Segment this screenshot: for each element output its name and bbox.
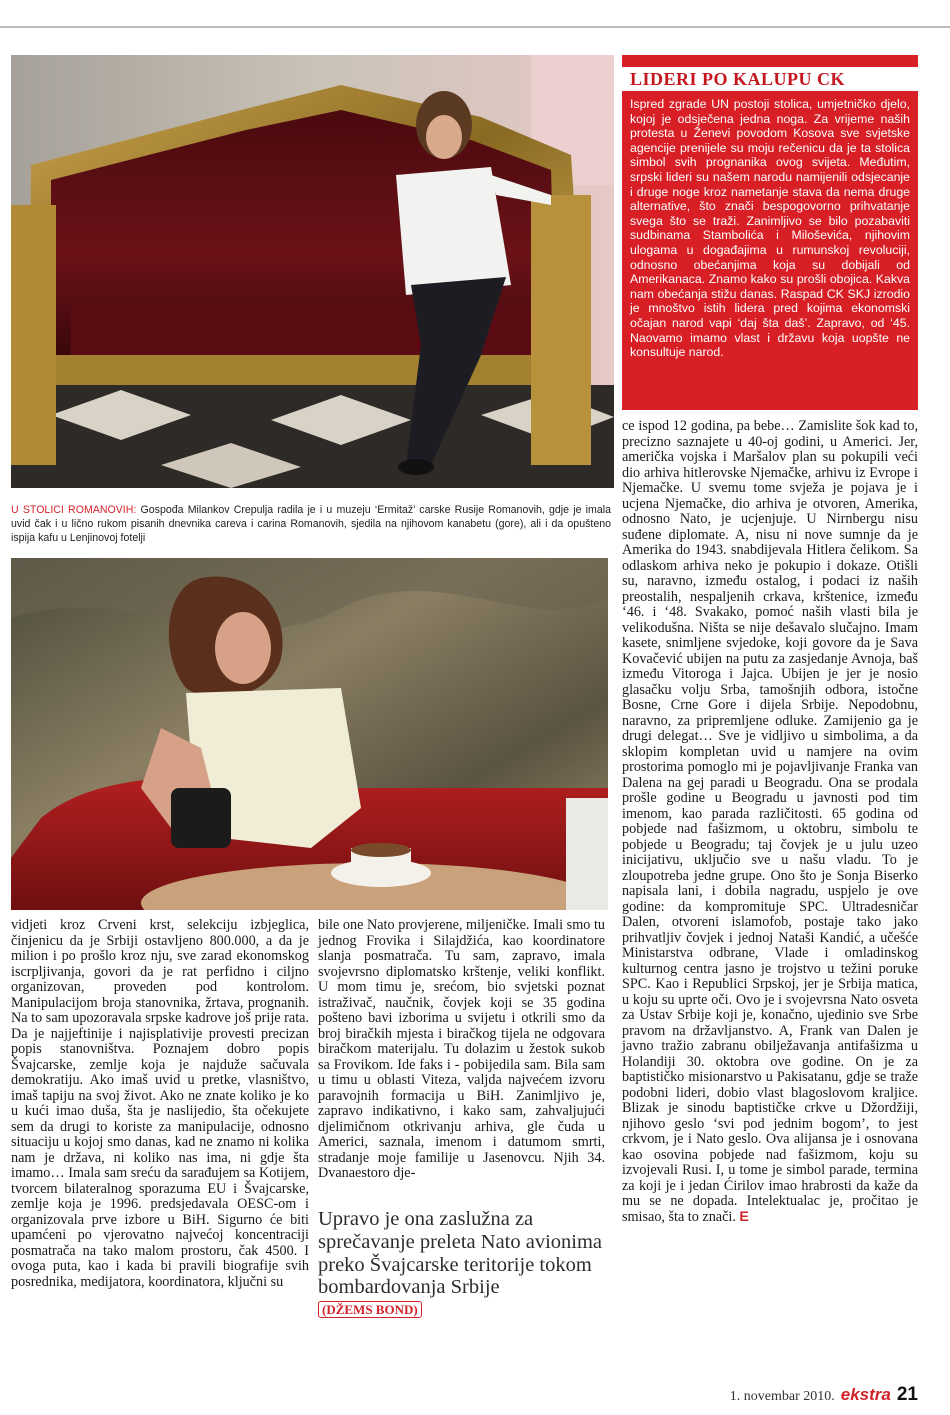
end-mark: E bbox=[739, 1208, 749, 1225]
caption-text: Gospođa Milankov Crepulja radila je i u muzeju ‘Ermitaž’ carske Rusije Romanovih, gdje je imala uvid čak i u lično rukom pisanih dnevnika careva i carina Romanovih, sjedila na njihovom kanabetu (gore), ali i da opušteno ispija kafu u Lenjinovoj fotelji bbox=[11, 504, 611, 544]
photo-caption bbox=[11, 503, 611, 545]
caption-lead: U STOLICI ROMANOVIH: bbox=[11, 504, 137, 516]
column-right-text: ce ispod 12 godina, pa bebe… Zamislite šok kad to, precizno saznajete u 40-oj godini, u Americi. Jer, američka vojska i Maršalov plan su pokupili veći dio arhiva hitlerovske Njemačke, arhivu iz Evrope i Njemačke. U svemu tome svježa je pojava je i ucjena Njemačke, dio arhiva je otvoren, Amerika, odnosno Nato, je ucjenjuje. U Nirnbergu nisu suđene diplomate. A, nisu ni nove sumnje da je Amerika do 1943. snabdijevala Hitlera čelikom. Sa odlaskom arhiva neko je pokupio i dokaze. Otišli su, naravno, između ostalog, i podaci iz naših preostalih, nespaljenih crkava, krštenice, između ‘46. i ‘48. Svakako, pomoć naših vlasti bila je velikodušna. Ništa se nije dešavalo slučajno. Imam kasete, snimljene svjedoke, koji govore da je Sava Kovačević ubijen na putu za zasjedanje Avnoja, baš između Vitoroga i Jajca. Ubijen je jer je nosio glasačku volju Srba, tamošnjih odbora, istočne Bosne, Crne Gore i dijela Srbije. Nepodobnu, naravno, za pripremljene odluke. Zamijenio ga je drugi delegat… Sve je vidljivo u simbolima, a da sklopim kompletan uvid u namjere na ovim prostorima pomoglo mi je pojavljivanje Franka van Dalena na gej paradi u Beogradu. Ona se prodala prošle godine u Beogradu u javnosti pod tim imenom, kao parada različitosti. 65 godina od pobjede nad fašizmom, u oktobru, simbolu te pobjede u Beogradu; taj čovjek je u julu uzeo inicijativu, uključio sve u našu vladu. To je zloupotreba jedne grupe. Ono što je Sonja Biserko napisala lani, i dobila nagradu, uspjelo je ove godine: da kompromituje SPC. Ultradesničar Dalen, otvoreni islamofob, postaje tako jako prihvatljiv čovjek i jednoj Nataši Kandić, a učešće Ministarstva odbrane, Vlade i omladinskog kulturnog centra jasno je trojstvo u težini poruke SPC. Kao i Republici Srpskoj, jer je Srbija matica, u koju su uprte oči. Ovo je i svojevrsna Nato osveta za Ustav Srbije koji je, konačno, ujedinio sve Srbe pravom na državljanstvo. A, Frank van Dalen je javno tražio zabranu obilježavanja antifašizma u Holandiji 30. oktobra ove godine. On je za baptističko misionarstvo u Pakisatanu, gdje se traže podobni lideri, dobio vlast blagoslovom kraljice. Blizak je sinodu baptističke crkve u Džordžiji, njihovo geslo ‘svi pod jednim bogom’, to jest crkvom, je i Nato geslo. Ova alijansa je i osnovana kao osovina pobjede nad fašizmom, koju su izvojevali Rusi. I, u tome je simbol parade, termina za koji je i jedan Ćirilov imao hrabrosti da kaže da mu se ne dopada. Intelektualac je, pročitao je smisao, šta to znači. bbox=[622, 418, 918, 1225]
article-column-middle bbox=[318, 918, 605, 1182]
column-left-text: vidjeti kroz Crveni krst, selekciju izbjeglica, činjenicu da je Srbiji ostavljeno 800.000, a da je milion i po prošlo kroz nju, sve zarad ekonomskog iscrpljivanja, govori da je rat perfidno i ciljno organizovan, proveden pod kontrolom. Manipulacijom broja stanovnika, žrtava, prognanih. Na to sam upozoravala srpske kadrove još prije rata. Da je najjeftinije i najisplativije provesti precizan popis stanovništva. Poznajem dobro popis Švajcarske, zemlje koja je najduže sačuvala demokratiju. Ako imaš uvid u pretke, vlasništvo, imaš tapiju na svoj život. Ako ne znate koliko je ko u kući imao duša, šta je naslijedio, šta očekujete sem da drugi to koriste za manipulacije, odnosno situaciju u kojoj smo danas, kad ne znamo ni kolika nam je država, ni koliko nas ima, ni gdje šta imamo… Imala sam sreću da sarađujem sa Kotijem, tvorcem bilateralnog sporazuma EU i Švajcarske, zemlje koja je 1996. predsjedavala OESC-om i organizovala prve izbore u BiH. Sigurno će biti upamćeni po vjerovatno najvećoj koncentraciji posmatrača na tako malom prostoru, čak 4500. I ovoga puta, kao i kada bi pravili biografije svih posrednika, medijatora, koordinatora, ključni su bbox=[11, 917, 309, 1290]
sidebar-text: Ispred zgrade UN postoji stolica, umjetničko djelo, kojoj je odsječena jedna noga. Za vrijeme naših protesta u Ženevi povodom Kosova sve svjetske agencije prenijele su moju rečenicu da je ta stolica simbol svih prognanika ovog svijeta. Međutim, srpski lideri su našem narodu namijenili odsjecanje i druge noge kroz nametanje stava da nema druge alternative, što znači bespogovorno prihvatanje svega što se traži. Zanimljivo se bilo pozabaviti sudbinama Stambolića i Miloševića, njihovim ulogama u događajima u rumunskoj revoluciji, odnosno obećanjima koja su dobijali od Amerikanaca. Znamo kako su prošli obojica. Kakva nam obećanja stižu danas. Raspad CK SKJ izrodio je mnoštvo istih lidera pred kojima ekonomski očajan narod vapi ‘daj šta daš’. Zapravo, od ‘45. Naovamo imamo vlast i državu koja uopšte ne konsultuje narod. bbox=[630, 97, 910, 360]
photo-woman-at-cafe bbox=[11, 558, 608, 910]
column-middle-text: bile one Nato provjerene, miljeničke. Imali smo tu jednog Frovika i Silajdžića, kao koordinatore slanja posmatrača. Tu sam, zapravo, imala svojevrsno diplomatsko krštenje, veliki konflikt. U mom timu je, srećom, bio svjetski poznat istraživač, naučnik, čovjek koji se 35 godina pošteno bavi izborima u svijetu i otkrili smo da broj biračkih mjesta i biračkog tijela ne odgovara biračkom materijalu. Tu dolazim u žestok sukob sa Frovikom. Ide faks i - pobijedila sam. Bila sam u timu u oblasti Viteza, valjda najvećem izvoru paravojnih formacija u BiH. Zanimljivo je, zapravo indikativno, i kako sam, zahvaljujući djelimičnom otkrivanju arhiva, gle čuda u Americi, saznala, imenom i datumom smrti, stradanje moje familije u Jasenovcu. Njih 34. Dvanaestoro dje- bbox=[318, 917, 605, 1181]
photo-woman-on-sofa bbox=[11, 55, 614, 488]
page-footer bbox=[730, 1384, 918, 1406]
article-column-right bbox=[622, 419, 918, 1225]
sidebar-box bbox=[622, 55, 918, 410]
page-number: 21 bbox=[896, 1384, 918, 1405]
pull-quote bbox=[318, 1208, 608, 1322]
article-column-left bbox=[11, 918, 309, 1290]
magazine-logo: ekstra bbox=[840, 1385, 891, 1404]
issue-date: 1. novembar 2010. bbox=[729, 1389, 835, 1404]
pull-quote-text: Upravo je ona zaslužna za sprečavanje preleta Nato avionima preko Švajcarske teritorije tokom bombardovanja Srbije bbox=[318, 1208, 603, 1299]
top-rule bbox=[0, 26, 950, 28]
pull-quote-author: (DŽEMS BOND) bbox=[318, 1301, 422, 1318]
sidebar-title: LIDERI PO KALUPU CK bbox=[622, 67, 918, 91]
